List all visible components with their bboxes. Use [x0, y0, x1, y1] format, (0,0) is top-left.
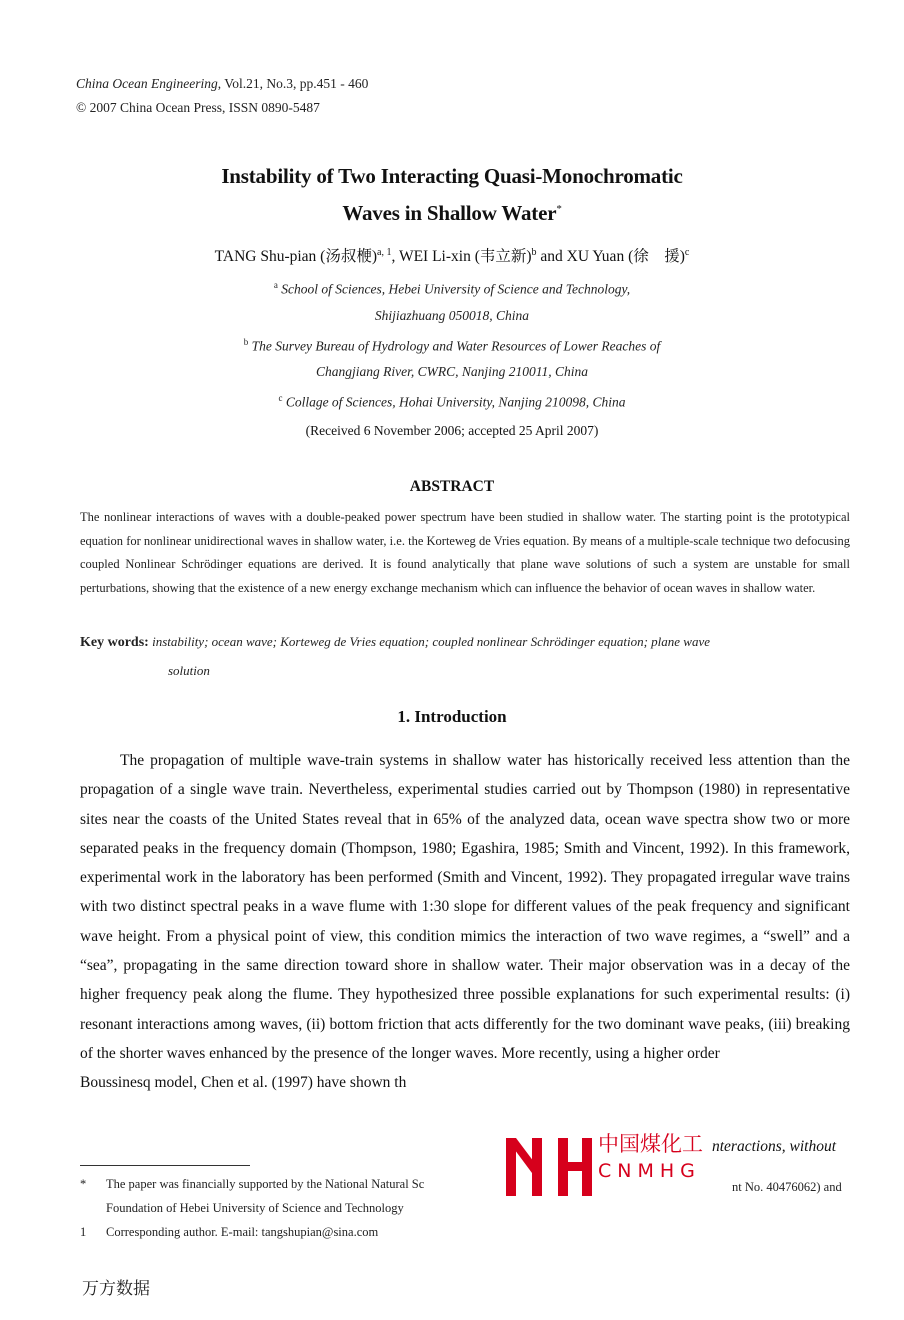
journal-copyright: © 2007 China Ocean Press, ISSN 0890-5487	[76, 100, 320, 115]
affiliations	[0, 272, 904, 416]
author-2: , WEI Li-xin (韦立新)	[391, 248, 532, 265]
affil-a-line1: School of Sciences, Hebei University of Science and Technology,	[281, 281, 631, 297]
footnote-star-text: The paper was financially supported by the National Natural Sc	[106, 1177, 425, 1191]
keywords-label: Key words:	[80, 635, 149, 650]
keywords-line1: instability; ocean wave; Korteweg de Vries equation; coupled nonlinear Schrödinger equation; plane wave	[152, 634, 710, 649]
intro-body: The propagation of multiple wave-train systems in shallow water has historically received less attention than the propagation of a single wave train. Nevertheless, experimental studies carried out by Thompson (1980) in representative sites near the coasts of the United States reveal that in 65% of the analyzed data, ocean wave spectra show two or more separated peaks in the frequency domain (Thompson, 1980; Egashira, 1985; Smith and Vincent, 1992). In this framework, experimental work in the laboratory has been performed (Smith and Vincent, 1992). They propagated irregular wave trains with two distinct spectral peaks in a wave flume with 1:30 slope for different values of the peak frequency and significant wave height. From a physical point of view, this condition mimics the interaction of two wave regimes, a “swell” and a “sea”, propagating in the same direction toward shore in shallow water. Their major observation was in a decay of the higher frequency peak along the flume. They hypothesized three possible explanations for such experimental results: (i) resonant interactions among waves, (ii) bottom friction that acts differently for the two dominant wave peaks, (iii) breaking of the shorter waves enhanced by the presence of the longer waves. More recently, using a higher order	[80, 752, 850, 1062]
author-list	[0, 244, 904, 266]
stamp-english-name: CNMHG	[598, 1160, 701, 1182]
affil-c-line1: Collage of Sciences, Hohai University, Nanjing 210098, China	[285, 394, 626, 410]
cnmhg-logo-icon	[504, 1128, 594, 1198]
keywords-line2: solution	[168, 663, 210, 678]
journal-name: China Ocean Engineering	[76, 76, 218, 91]
author-3: and XU Yuan (徐 援)	[536, 248, 685, 265]
keywords	[80, 628, 850, 685]
title-line-2: Waves in Shallow Water	[342, 201, 557, 225]
paper-title	[0, 160, 904, 230]
stamp-chinese-name: 中国煤化工	[598, 1132, 703, 1156]
journal-issue: , Vol.21, No.3, pp.451 - 460	[217, 76, 369, 91]
title-line-1: Instability of Two Interacting Quasi-Monochromatic	[221, 164, 683, 188]
section-heading: 1. Introduction	[397, 707, 507, 726]
journal-header	[76, 72, 368, 120]
affil-a-mark: a	[273, 280, 278, 290]
wanfang-watermark: 万方数据	[82, 1279, 150, 1299]
watermark-stamp	[500, 1126, 850, 1204]
footnote-one-text: Corresponding author. E-mail: tangshupian@sina.com	[106, 1225, 379, 1239]
stamp-occluded-text-2: nt No. 40476062) and	[732, 1180, 842, 1194]
intro-last-line: Boussinesq model, Chen et al. (1997) have shown th	[80, 1074, 407, 1092]
footnote-star-mark: *	[80, 1177, 87, 1191]
received-dates: (Received 6 November 2006; accepted 25 April 2007)	[305, 423, 599, 438]
author-1: TANG Shu-pian (汤叔楩)	[214, 248, 378, 265]
author-2-sup: b	[531, 246, 537, 258]
author-1-sup: a, 1	[377, 246, 392, 258]
footnote-rule	[80, 1165, 250, 1166]
abstract-body: The nonlinear interactions of waves with a double-peaked power spectrum have been studied in shallow water. The starting point is the prototypical equation for nonlinear unidirectional waves in shallow water, i.e. the Korteweg de Vries equation. By means of a multiple-scale technique two defocusing coupled Nonlinear Schrödinger equations are derived. It is found analytically that plane wave solutions of such a system are unstable for small perturbations, showing that the existence of a new energy exchange mechanism which can influence the behavior of ocean waves in shallow water.	[80, 510, 850, 595]
affil-b-line1: The Survey Bureau of Hydrology and Water Resources of Lower Reaches of	[251, 338, 661, 353]
title-footnote-mark: *	[556, 203, 562, 215]
abstract-heading: ABSTRACT	[409, 478, 495, 495]
affil-c-mark: c	[278, 393, 283, 403]
stamp-occluded-text-1: nteractions, without	[712, 1138, 836, 1155]
affil-b-line2: Changjiang River, CWRC, Nanjing 210011, China	[315, 364, 588, 379]
footnote-star-cont: Foundation of Hebei University of Science and Technology	[106, 1201, 404, 1215]
author-3-sup: c	[684, 246, 690, 258]
introduction-text	[80, 746, 850, 1098]
affil-a-line2: Shijiazhuang 050018, China	[374, 307, 530, 323]
affil-b-mark: b	[243, 336, 249, 347]
footnote-one-mark: 1	[80, 1225, 87, 1239]
